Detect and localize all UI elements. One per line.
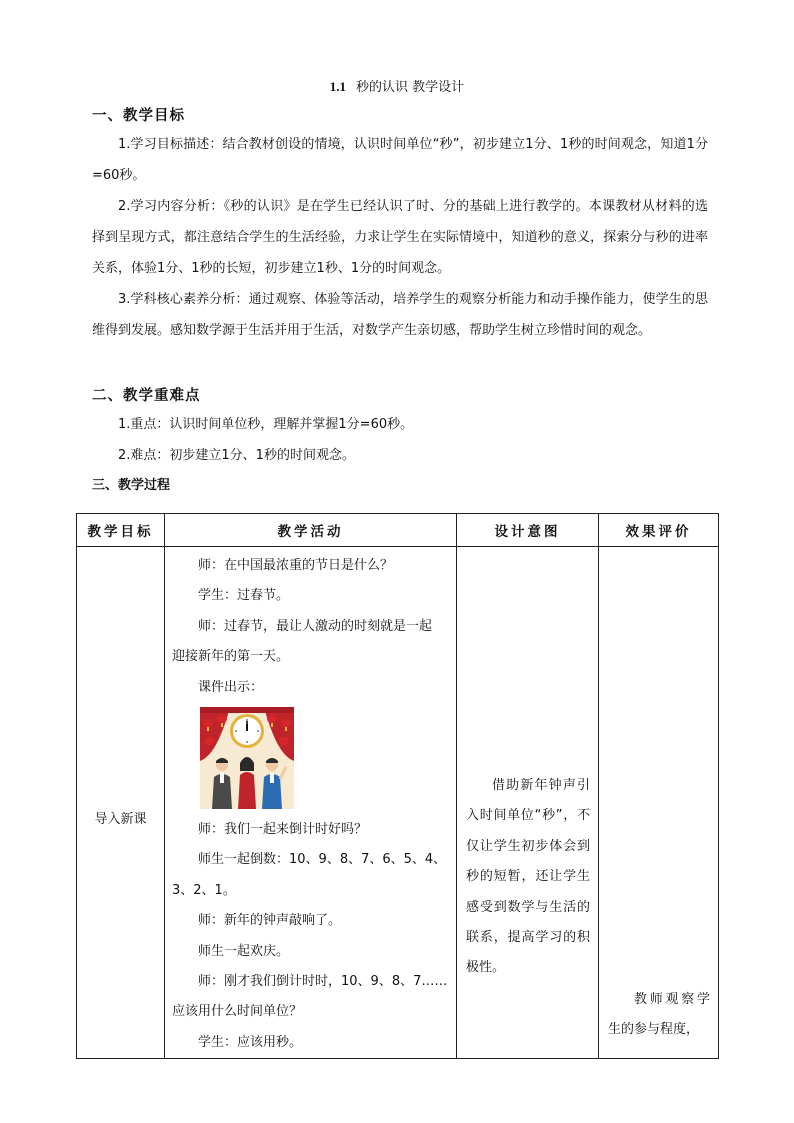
activity-line: 师：刚才我们倒计时时，10、9、8、7…… (198, 974, 448, 990)
lesson-table (76, 513, 719, 1059)
difficulty-paragraph: 2.难点：初步建立1分、1秒的时间观念。 (118, 448, 355, 463)
objective-paragraph-3: 3.学科核心素养分析：通过观察、体验等活动，培养学生的观察分析能力和动手操作能力，使学生的思维得到发展。感知数学源于生活并用于生活，对数学产生亲切感，帮助学生树立珍惜时间的观念。 (92, 292, 708, 338)
activity-line: 迎接新年的第一天。 (172, 649, 290, 665)
activity-line: 3、2、1。 (172, 882, 236, 898)
header-activity: 教学活动 (165, 514, 457, 547)
section-heading-objectives: 一、教学目标 (92, 108, 185, 124)
table-header-row (77, 514, 719, 547)
activity-line: 学生：应该用秒。 (198, 1034, 303, 1050)
intent-text: 借助新年钟声引入时间单位“秒”，不仅让学生初步体会到秒的短暂，还让学生感受到数学与生活的联系，提高学习的积极性。 (466, 778, 590, 976)
objective-paragraph-2: 2.学习内容分析：《秒的认识》是在学生已经认识了时、分的基础上进行教学的。本课教材从材料的选择到呈现方式，都注意结合学生的生活经验，力求让学生在实际情境中，知道秒的意义，探索分与秒的进率关系，体验1分、1秒的长短，初步建立1秒、1分的时间观念。 (92, 199, 708, 276)
table-row (77, 547, 719, 1059)
activity-line: 应该用什么时间单位？ (172, 1004, 303, 1020)
activity-line: 师：我们一起来倒计时好吗？ (198, 822, 368, 838)
goal-cell: 导入新课 (77, 547, 165, 1059)
activity-line: 师生一起倒数：10、9、8、7、6、5、4、 (198, 852, 447, 868)
activity-cell (165, 547, 457, 1059)
activity-line: 学生：过春节。 (198, 588, 290, 604)
activity-line: 师生一起欢庆。 (198, 943, 290, 959)
objective-paragraph-1: 1.学习目标描述：结合教材创设的情境，认识时间单位“秒”，初步建立1分、1秒的时间观念，知道1分=60秒。 (92, 137, 708, 183)
intent-cell (457, 547, 599, 1059)
section-heading-key-points: 二、教学重难点 (92, 388, 201, 404)
new-year-countdown-illustration (200, 707, 294, 809)
title-text: 秒的认识 教学设计 (356, 80, 465, 95)
activity-line: 师：在中国最浓重的节日是什么？ (198, 558, 394, 573)
activity-line: 师：过春节，最让人激动的时刻就是一起 (198, 618, 433, 634)
activity-line: 课件出示： (198, 679, 264, 695)
title-number: 1.1 (329, 79, 347, 94)
document-title (0, 76, 794, 95)
section-heading-process: 三、教学过程 (92, 478, 171, 493)
key-point-paragraph: 1.重点：认识时间单位秒，理解并掌握1分=60秒。 (118, 417, 414, 432)
evaluation-text: 教师观察学生的参与程度， (608, 992, 710, 1038)
header-evaluation: 效果评价 (599, 514, 719, 547)
header-intent: 设计意图 (457, 514, 599, 547)
header-goal: 教学目标 (77, 514, 165, 547)
evaluation-cell (599, 547, 719, 1059)
activity-line: 师：新年的钟声敲响了。 (198, 913, 342, 929)
